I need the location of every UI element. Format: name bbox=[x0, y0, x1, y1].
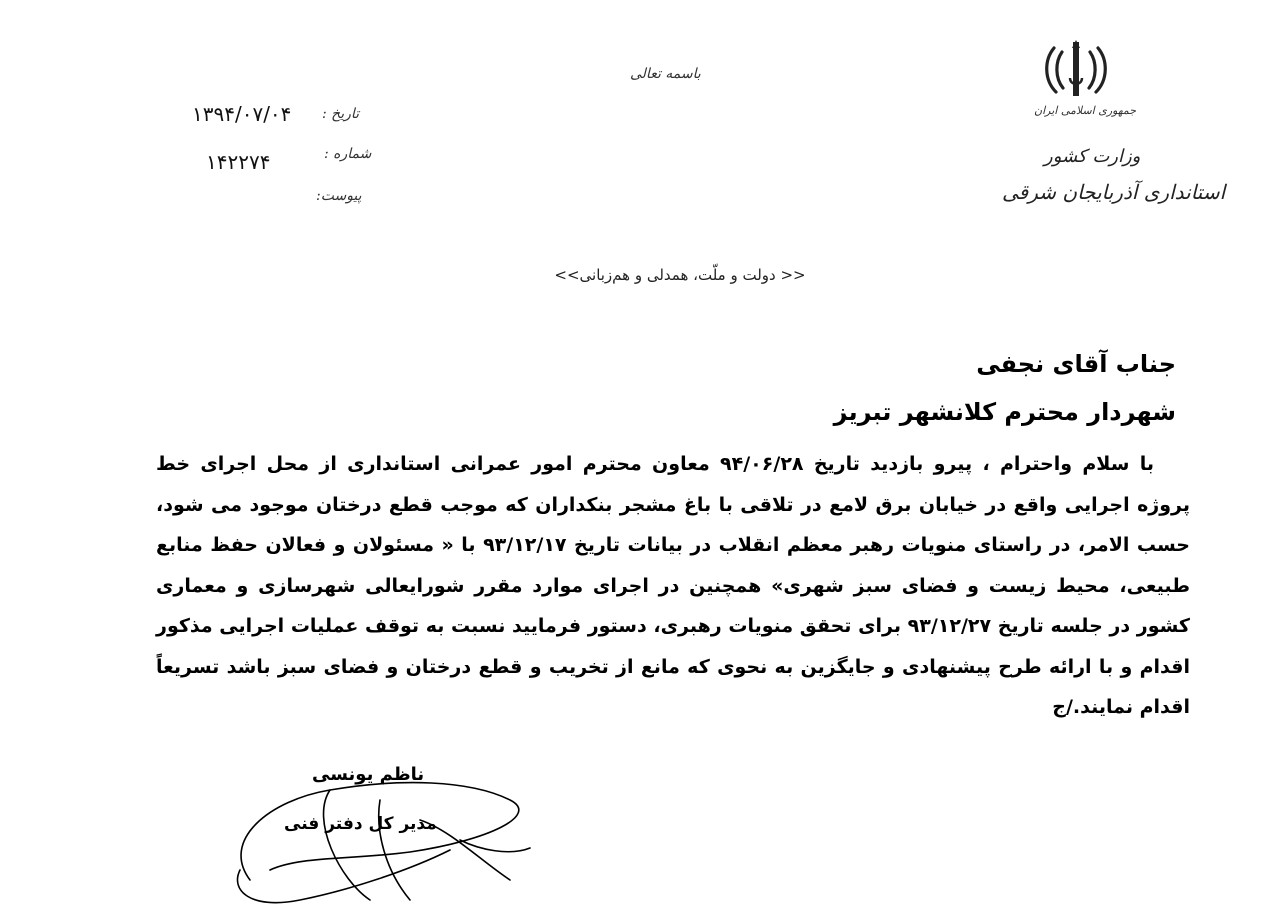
slogan: << دولت و ملّت، همدلی و هم‌زبانی>> bbox=[554, 266, 806, 284]
recipient-title: شهردار محترم کلانشهر تبریز bbox=[833, 398, 1176, 426]
recipient-name: جناب آقای نجفی bbox=[976, 350, 1176, 378]
org-governorate: استانداری آذربایجان شرقی bbox=[1002, 180, 1226, 204]
org-ministry: وزارت کشور bbox=[1044, 146, 1141, 167]
attachment-label: پیوست: bbox=[316, 188, 362, 204]
number-value: ۱۴۲۲۷۴ bbox=[206, 150, 271, 174]
signatory-title: مدیر کل دفتر فنی bbox=[284, 814, 437, 834]
body-paragraph: با سلام واحترام ، پیرو بازدید تاریخ ۹۴/۰۶/۲۸ معاون محترم امور عمرانی استانداری از محل اجرای خط پروژه اجرایی واقع در خیابان برق لامع در تلاقی با باغ مشجر بنکداران که موجب قطع درختان موجود می شود، حسب الامر، در راستای منویات رهبر معظم انقلاب در بیانات تاریخ ۹۳/۱۲/۱۷ با « مسئولان و فعالان حفظ منابع طبیعی، محیط زیست و فضای سبز شهری» همچنین در اجرای موارد مقرر شورایعالی شهرسازی و معماری کشور در جلسه تاریخ ۹۳/۱۲/۲۷ برای تحقق منویات رهبری، دستور فرمایید نسبت به توقف عملیات اجرایی مذکور اقدام و با ارائه طرح پیشنهادی و جایگزین به نحوی که مانع از تخریب و قطع درختان و فضای سبز باشد تسریعاً اقدام نمایند./ج bbox=[156, 453, 1190, 718]
signatory-name: ناظم یونسی bbox=[312, 764, 425, 785]
org-country: جمهوری اسلامی ایران bbox=[1034, 104, 1137, 117]
number-label: شماره : bbox=[324, 146, 372, 162]
invocation-text: باسمه تعالی bbox=[630, 66, 701, 82]
letter-body bbox=[156, 444, 1190, 728]
date-label: تاریخ : bbox=[322, 106, 360, 122]
iran-emblem-icon bbox=[1040, 38, 1112, 102]
date-value: ۱۳۹۴/۰۷/۰۴ bbox=[192, 102, 292, 126]
